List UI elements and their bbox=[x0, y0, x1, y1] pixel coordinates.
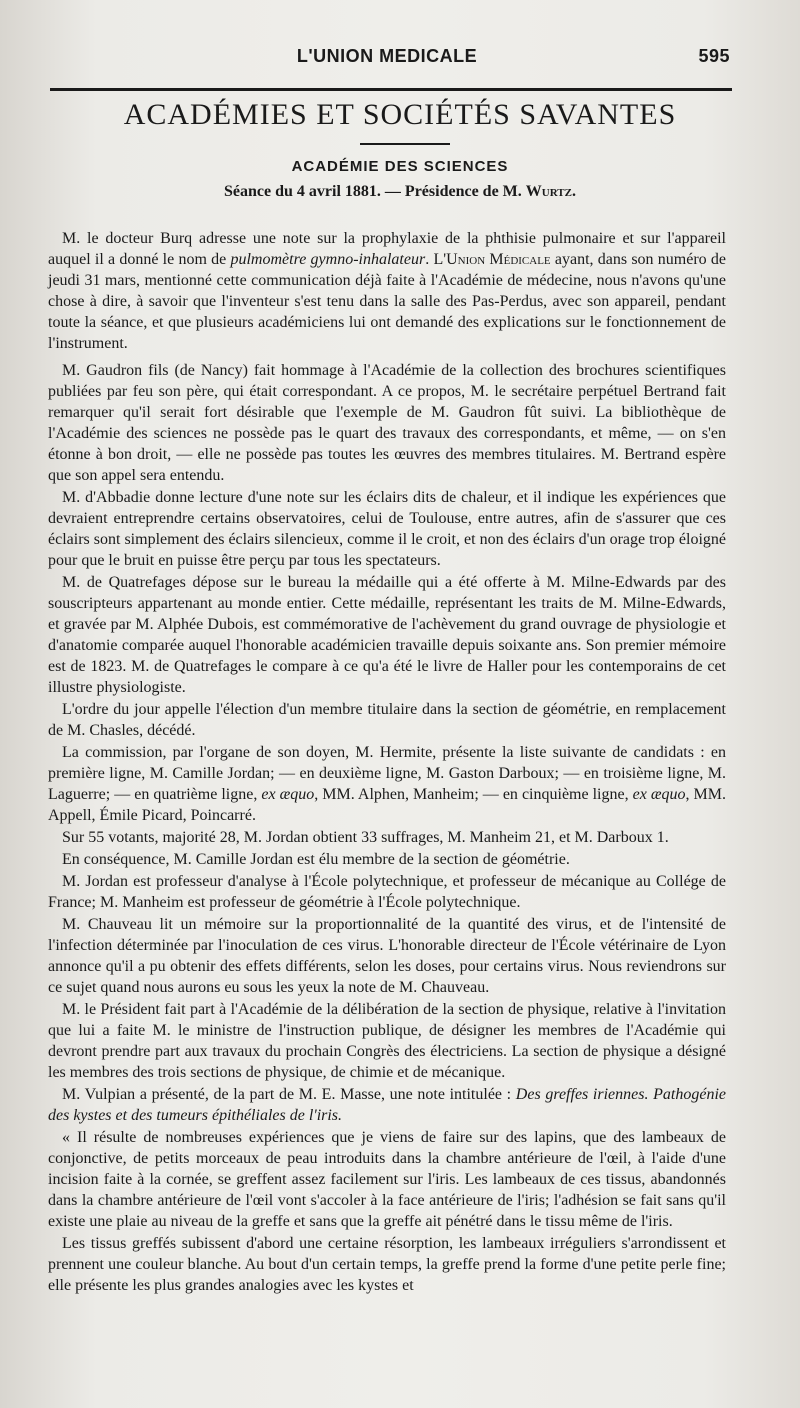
header-rule bbox=[50, 88, 732, 91]
text-run: , MM. Appell, Émile Picard, Poincarré. bbox=[48, 786, 727, 824]
italic-run: ex æquo bbox=[632, 786, 686, 803]
president-name: Wurtz bbox=[525, 183, 572, 200]
paragraph-greffes: « Il résulte de nombreuses expériences que je viens de faire sur des lapins, que des lambeaux de conjonctive, de petits morceaux de peau introduits dans la chambre antérieure de l'œil, à l'aide d'une incision faite à la cornée, se greffent assez facilement sur l'iris. Les lambeaux de ces tissus, abandonnés dans la chambre antérieure de l'œil vont s'accoler à la face antérieure de l'iris; l'adhésion se fait sans qu'il existe une plaie au niveau de la greffe et sans que la greffe ait pénétré dans le tissu même de l'iris. bbox=[48, 1129, 726, 1230]
paragraph-election: L'ordre du jour appelle l'élection d'un membre titulaire dans la section de géométrie, en remplacement de M. Chasles, décédé. bbox=[48, 701, 726, 739]
italic-run: pulmomètre gymno-inhalateur bbox=[230, 251, 426, 268]
text-run: ayant, dans son numéro de jeudi 31 mars, mentionné cette communication déjà faite à l'Académie de médecine, nous n'avons qu'une chose à dire, à savoir que l'inventeur s'est tenu dans la salle des Pas-Perdus, avec son appareil, pendant toute la séance, et que plusieurs académiciens lui ont demandé des explications sur le fonctionnement de l'instrument. bbox=[48, 251, 727, 352]
paragraph-abbadie: M. d'Abbadie donne lecture d'une note sur les éclairs dits de chaleur, et il indique les expériences que devraient entreprendre certains observatoires, celui de Toulouse, entre autres, afin de s'assurer que ces éclairs sont simplement des éclairs silencieux, comme il le croit, et non des éclairs d'un orage trop éloigné pour que le bruit en puisse être perçu par tous les spectateurs. bbox=[48, 489, 726, 569]
paragraph-commission bbox=[48, 742, 726, 826]
italic-run: ex æquo bbox=[261, 786, 315, 803]
seance-prefix: Séance du 4 avril 1881. — Présidence de M. bbox=[224, 183, 526, 200]
paragraph-vote: Sur 55 votants, majorité 28, M. Jordan obtient 33 suffrages, M. Manheim 21, et M. Darboux 1. bbox=[62, 829, 669, 846]
text-run: . bbox=[425, 251, 434, 268]
italic-run: Des greffes iriennes. Pathogénie des kystes et des tumeurs épithéliales de l'iris. bbox=[48, 1086, 726, 1124]
paragraph-president: M. le Président fait part à l'Académie de la délibération de la section de physique, relative à l'invitation que lui a faite M. le ministre de l'instruction publique, de désigner les membres de l'Académie qui devront prendre part aux travaux du prochain Congrès des électriciens. La section de physique a désigné les membres des trois sections de physique, de chimie et de mécanique. bbox=[48, 1001, 726, 1081]
seance-line bbox=[40, 183, 760, 201]
seance-suffix: . bbox=[571, 183, 576, 200]
subheading: ACADÉMIE DES SCIENCES bbox=[291, 158, 509, 175]
title-rule bbox=[360, 143, 450, 145]
paragraph-vulpian bbox=[48, 1084, 726, 1126]
journal-title: L'UNION MEDICALE bbox=[296, 46, 478, 66]
running-head bbox=[44, 46, 730, 76]
paragraph-gaudron: M. Gaudron fils (de Nancy) fait hommage à l'Académie de la collection des brochures scientifiques publiées par feu son père, qui était correspondant. A ce propos, M. le secrétaire perpétuel Bertrand fait remarquer qu'il serait fort désirable que l'exemple de M. Gaudron fût suivi. La bibliothèque de l'Académie des sciences ne possède pas le quart des travaux des correspondants, et même, — on s'en étonne à bon droit, — elle ne possède pas toutes les œuvres des membres titulaires. M. Bertrand espère que son appel sera entendu. bbox=[48, 362, 726, 484]
article-body bbox=[48, 222, 726, 1297]
text-run: M. Vulpian a présenté, de la part de M. E. Masse, une note intitulée : bbox=[62, 1086, 516, 1103]
section-title: ACADÉMIES ET SOCIÉTÉS SAVANTES bbox=[123, 98, 677, 131]
page-number: 595 bbox=[698, 46, 730, 66]
text-run: , MM. Alphen, Manheim; — en cinquième ligne, bbox=[314, 786, 633, 803]
text-run: M. le docteur Burq adresse une note sur la prophylaxie de la phthisie pulmonaire et sur l'appareil auquel il a donné le nom de bbox=[48, 230, 726, 268]
paragraph-elected: En conséquence, M. Camille Jordan est élu membre de la section de géométrie. bbox=[62, 851, 570, 868]
paragraph-burq bbox=[48, 228, 726, 354]
paragraph-chauveau: M. Chauveau lit un mémoire sur la proportionnalité de la quantité des virus, et de l'intensité de l'infection déterminée par l'inoculation de ces virus. L'honorable directeur de l'École vétérinaire de Lyon annonce qu'il a pu obtenir des effets différents, selon les doses, pour certains virus. Nous reviendrons sur ce sujet quand nous aurons eu sous les yeux la note de M. Chauveau. bbox=[48, 916, 726, 996]
paragraph-quatrefages: M. de Quatrefages dépose sur le bureau la médaille qui a été offerte à M. Milne-Edwards par des souscripteurs appartenant au monde entier. Cette médaille, représentant les traits de M. Milne-Edwards, et gravée par M. Alphée Dubois, est commémorative de l'achèvement du grand ouvrage de physiologie et d'anatomie comparée auquel l'honorable académicien travaille depuis soixante ans. Son premier mémoire est de 1823. M. de Quatrefages le compare à ce qu'a été le livre de Haller pour les contemporains de cet illustre physiologiste. bbox=[48, 574, 726, 696]
paragraph-tissus: Les tissus greffés subissent d'abord une certaine résorption, les lambeaux irréguliers s'arrondissent et prennent une couleur blanche. Au bout d'un certain temps, la greffe prend la forme d'une petite perle fine; elle présente les plus grandes analogies avec les kystes et bbox=[48, 1235, 726, 1294]
paragraph-jordan: M. Jordan est professeur d'analyse à l'École polytechnique, et professeur de mécanique au Collége de France; M. Manheim est professeur de géométrie à l'École polytechnique. bbox=[48, 873, 726, 911]
text-run: La commission, par l'organe de son doyen, M. Hermite, présente la liste suivante de candidats : en première ligne, M. Camille Jordan; — en deuxième ligne, M. Gaston Darboux; — en troisième ligne, M. Laguerre; — en quatrième ligne, bbox=[48, 744, 726, 803]
smallcaps-run: L'Union Médicale bbox=[433, 251, 551, 268]
